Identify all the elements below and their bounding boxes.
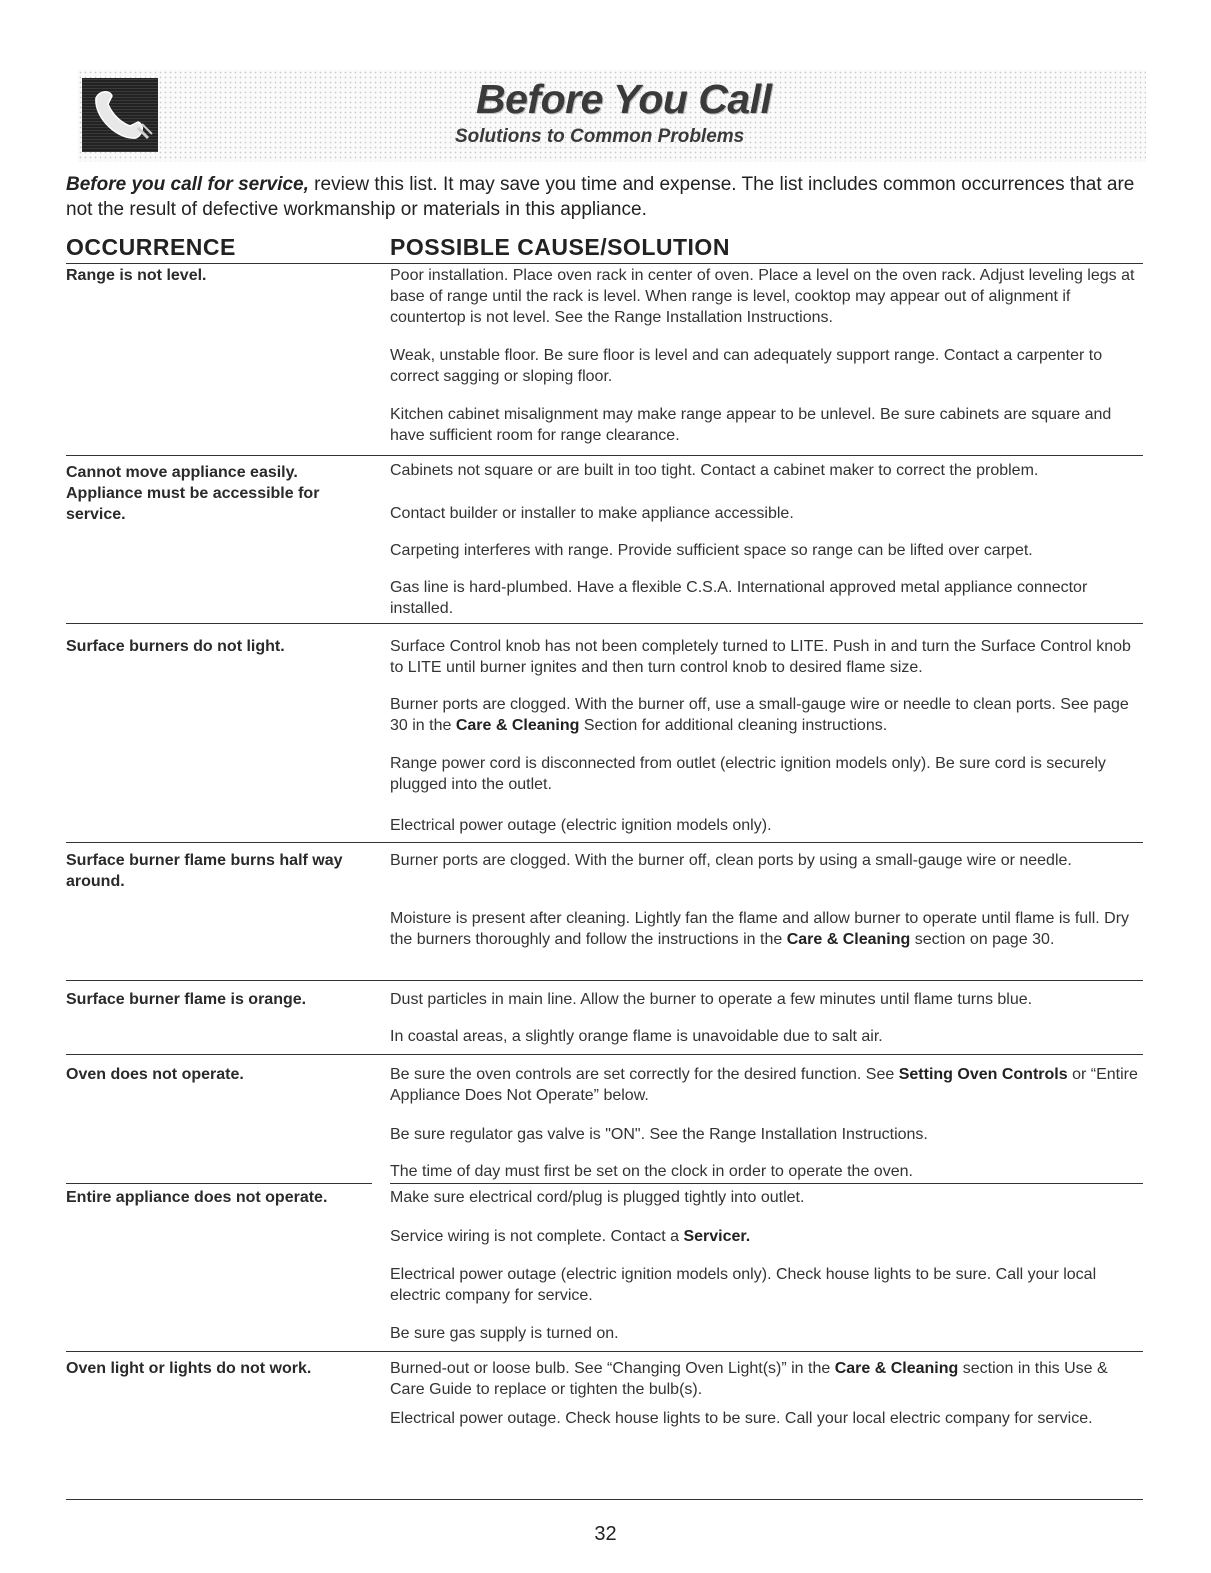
occurrence-label: Entire appliance does not operate.	[66, 1189, 328, 1206]
occurrence-label: Range is not level.	[66, 267, 207, 284]
solution-paragraph: Be sure regulator gas valve is "ON". See the Range Installation Instructions.	[390, 1126, 928, 1143]
occurrence-label: Oven does not operate.	[66, 1066, 244, 1083]
occurrence-label: Surface burners do not light.	[66, 638, 285, 655]
row-divider	[66, 263, 1143, 264]
solution-paragraph: Make sure electrical cord/plug is plugged tightly into outlet.	[390, 1189, 805, 1206]
solution-paragraph: Carpeting interferes with range. Provide sufficient space so range can be lifted over carpet.	[390, 542, 1033, 559]
phone-icon	[82, 78, 158, 152]
solution-paragraph: Be sure gas supply is turned on.	[390, 1325, 619, 1342]
intro-paragraph	[66, 172, 1146, 222]
occurrence-label: Oven light or lights do not work.	[66, 1360, 312, 1377]
solution-paragraph: Cabinets not square or are built in too tight. Contact a cabinet maker to correct the problem.	[390, 462, 1039, 479]
row-divider	[66, 842, 1143, 843]
page-number: 32	[594, 1523, 617, 1545]
solution-paragraph: Burner ports are clogged. With the burner off, use a small-gauge wire or needle to clean ports. See page 30 in the Care & Cleaning Section for additional cleaning instructions.	[390, 696, 1129, 734]
solution-paragraph: In coastal areas, a slightly orange flame is unavoidable due to salt air.	[390, 1028, 883, 1045]
page-header	[78, 70, 1146, 162]
page-subtitle: Solutions to Common Problems	[455, 126, 745, 147]
solution-paragraph: Moisture is present after cleaning. Lightly fan the flame and allow burner to operate until flame is full. Dry the burners thoroughly and follow the instructions in the Care & Cleaning section on page 30.	[390, 910, 1130, 948]
solution-paragraph: Electrical power outage (electric ignition models only). Check house lights to be sure. Call your local electric company for service.	[390, 1266, 1097, 1304]
solution-paragraph: Contact builder or installer to make appliance accessible.	[390, 505, 794, 522]
intro-text: review this list. It may save you time and expense. The list includes common occurrences that are not the result of defective workmanship or materials in this appliance.	[66, 174, 1135, 220]
row-divider	[66, 1351, 1143, 1352]
solution-paragraph: Surface Control knob has not been completely turned to LITE. Push in and turn the Surface Control knob to LITE until burner ignites and then turn control knob to desired flame size.	[390, 638, 1131, 676]
occurrence-label: Surface burner flame burns half way around.	[66, 852, 343, 890]
solution-paragraph: Range power cord is disconnected from outlet (electric ignition models only). Be sure cord is securely plugged into the outlet.	[390, 755, 1106, 793]
solution-paragraph: Kitchen cabinet misalignment may make range appear to be unlevel. Be sure cabinets are square and have sufficient room for range clearance.	[390, 406, 1112, 444]
row-divider	[66, 623, 1143, 624]
occurrence-column-header: OCCURRENCE	[66, 234, 236, 260]
solution-paragraph: Electrical power outage (electric ignition models only).	[390, 817, 772, 834]
solution-paragraph: The time of day must first be set on the clock in order to operate the oven.	[390, 1163, 913, 1180]
row-divider	[66, 1054, 1143, 1055]
solution-paragraph: Be sure the oven controls are set correctly for the desired function. See Setting Oven Controls or “Entire Appliance Does Not Operate” below.	[390, 1066, 1138, 1104]
row-divider	[390, 1183, 1143, 1184]
solution-paragraph: Dust particles in main line. Allow the burner to operate a few minutes until flame turns blue.	[390, 991, 1033, 1008]
solution-paragraph: Poor installation. Place oven rack in center of oven. Place a level on the oven rack. Adjust leveling legs at base of range until the rack is level. When range is level, cooktop may appear out of alignment if countertop is not level. See the Range Installation Instructions.	[390, 267, 1135, 326]
row-divider	[66, 1183, 372, 1184]
solution-paragraph: Electrical power outage. Check house lights to be sure. Call your local electric company for service.	[390, 1410, 1093, 1427]
solution-paragraph: Gas line is hard-plumbed. Have a flexible C.S.A. International approved metal appliance connector installed.	[390, 579, 1088, 617]
page-title: Before You Call	[476, 76, 772, 122]
row-divider	[66, 455, 1143, 456]
solution-paragraph: Weak, unstable floor. Be sure floor is level and can adequately support range. Contact a carpenter to correct sagging or sloping floor.	[390, 347, 1103, 385]
occurrence-label: Surface burner flame is orange.	[66, 991, 307, 1008]
solution-paragraph: Service wiring is not complete. Contact a Servicer.	[390, 1228, 751, 1245]
solution-paragraph: Burner ports are clogged. With the burner off, clean ports by using a small-gauge wire or needle.	[390, 852, 1072, 869]
solution-paragraph: Burned-out or loose bulb. See “Changing Oven Light(s)” in the Care & Cleaning section in this Use & Care Guide to replace or tighten the bulb(s).	[390, 1360, 1108, 1398]
intro-lead: Before you call for service,	[66, 174, 309, 195]
occurrence-label: Cannot move appliance easily. Appliance must be accessible for service.	[66, 464, 320, 523]
row-divider	[66, 980, 1143, 981]
solution-column-header: POSSIBLE CAUSE/SOLUTION	[390, 234, 730, 260]
footer-divider	[66, 1499, 1143, 1500]
